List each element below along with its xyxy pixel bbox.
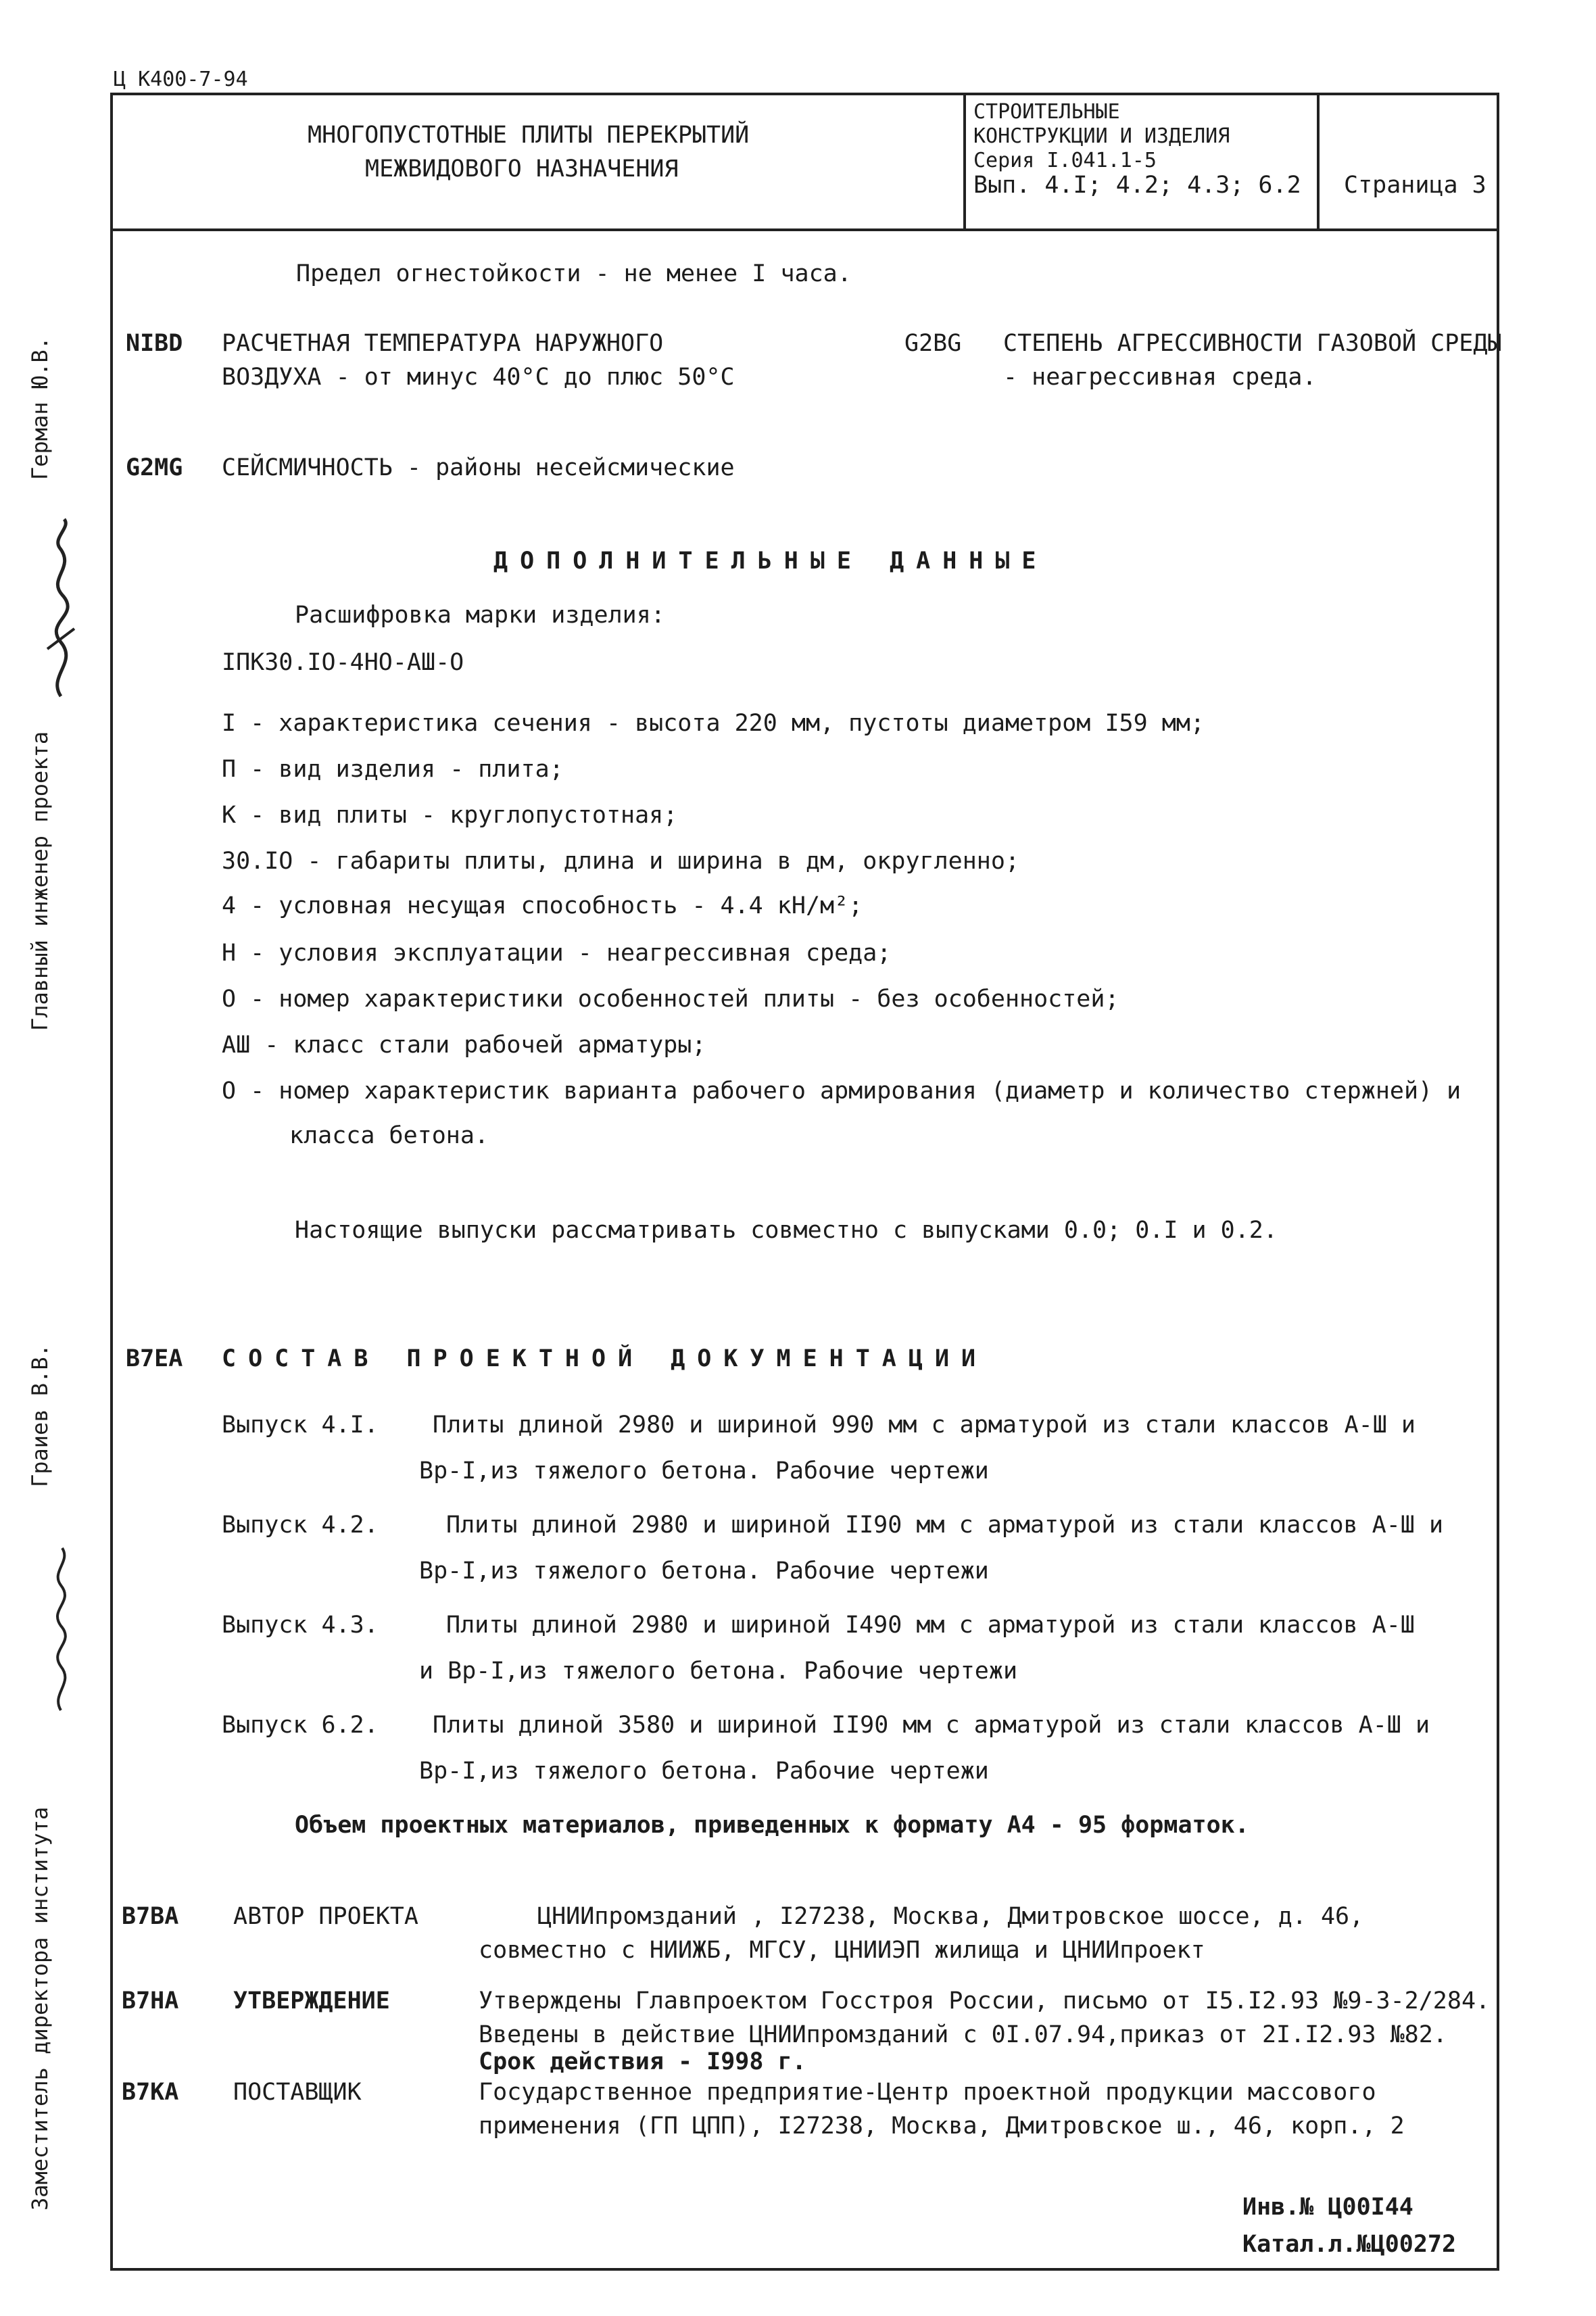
- document-code: Ц К400-7-94: [114, 68, 248, 91]
- decode-item: Н - условия эксплуатации - неагрессивная среда;: [222, 940, 892, 967]
- issue-text: Вр-I,из тяжелого бетона. Рабочие чертежи: [419, 1558, 989, 1585]
- issue-text: Плиты длиной 2980 и шириной 990 мм с арматурой из стали классов А-Ш и: [433, 1412, 1416, 1439]
- author-line2: совместно с НИИЖБ, МГСУ, ЦНИИЭП жилища и ЦНИИпроект: [479, 1937, 1205, 1964]
- composition-code: B7EA: [126, 1345, 183, 1372]
- gas-code: G2BG: [904, 330, 962, 357]
- temp-line2: ВОЗДУХА - от минус 40°С до плюс 50°С: [222, 364, 735, 391]
- approval-code: B7HA: [122, 1987, 179, 2015]
- issue-label: Выпуск 6.2.: [222, 1712, 379, 1739]
- issue-text: Плиты длиной 2980 и шириной I490 мм с арматурой из стали классов А-Ш: [446, 1612, 1415, 1639]
- decode-item: класса бетона.: [289, 1122, 489, 1149]
- decode-item: 30.IO - габариты плиты, длина и ширина в дм, округленно;: [222, 848, 1020, 875]
- decode-item: О - номер характеристик варианта рабочего армирования (диаметр и количество стержней) и: [222, 1078, 1461, 1105]
- deputy-director-caption: Заместитель директора института: [27, 1806, 53, 2211]
- seismic-text: СЕЙСМИЧНОСТЬ - районы несейсмические: [222, 454, 735, 481]
- gas-line1: СТЕПЕНЬ АГРЕССИВНОСТИ ГАЗОВОЙ СРЕДЫ: [1003, 330, 1502, 357]
- temp-code: NIBD: [126, 330, 183, 357]
- deputy-director-signature: [34, 1541, 88, 1717]
- chief-engineer-caption: Главный инженер проекта: [27, 731, 53, 1031]
- approval-line1: Утверждены Главпроектом Госстроя России, письмо от I5.I2.93 №9-3-2/284.: [479, 1987, 1491, 2015]
- approval-line3: Срок действия - I998 г.: [479, 2048, 806, 2075]
- header-divider: [110, 228, 1499, 231]
- issue-text: Плиты длиной 3580 и шириной II90 мм с арматурой из стали классов А-Ш и: [433, 1712, 1430, 1739]
- author-code: B7BA: [122, 1903, 179, 1930]
- decode-label: Расшифровка марки изделия:: [295, 602, 665, 629]
- approval-line2: Введены в действие ЦНИИпромзданий с 0I.07.94,приказ от 2I.I2.93 №82.: [479, 2021, 1447, 2048]
- gas-line2: - неагрессивная среда.: [1003, 364, 1317, 391]
- chief-engineer-signature: [34, 514, 88, 703]
- deputy-director-name: Граиев В.В.: [27, 1344, 53, 1487]
- header-divider-2: [1317, 93, 1320, 231]
- decode-item: 4 - условная несущая способность - 4.4 кН/м²;: [222, 892, 863, 919]
- issue-label: Выпуск 4.3.: [222, 1612, 379, 1639]
- issue-text: и Вр-I,из тяжелого бетона. Рабочие чертежи: [419, 1658, 1018, 1685]
- supplier-line1: Государственное предприятие-Центр проектной продукции массового: [479, 2079, 1376, 2106]
- additional-heading: ДОПОЛНИТЕЛЬНЫЕ ДАННЫЕ: [493, 548, 1048, 575]
- fire-resistance: Предел огнестойкости - не менее I часа.: [296, 260, 852, 287]
- decode-item: АШ - класс стали рабочей арматуры;: [222, 1032, 706, 1059]
- author-label: АВТОР ПРОЕКТА: [233, 1903, 418, 1930]
- composition-heading: СОСТАВ ПРОЕКТНОЙ ДОКУМЕНТАЦИИ: [222, 1345, 988, 1372]
- author-line1: ЦНИИпромзданий , I27238, Москва, Дмитровское шоссе, д. 46,: [537, 1903, 1364, 1930]
- temp-line1: РАСЧЕТНАЯ ТЕМПЕРАТУРА НАРУЖНОГО: [222, 330, 664, 357]
- decode-item: П - вид изделия - плита;: [222, 756, 564, 783]
- volume-text: Объем проектных материалов, приведенных к формату А4 - 95 форматок.: [295, 1812, 1249, 1839]
- issue-text: Вр-I,из тяжелого бетона. Рабочие чертежи: [419, 1758, 989, 1785]
- chief-engineer-name: Герман Ю.В.: [27, 337, 53, 480]
- decode-item: К - вид плиты - круглопустотная;: [222, 802, 678, 829]
- decode-item: О - номер характеристики особенностей плиты - без особенностей;: [222, 986, 1119, 1013]
- series-line2: КОНСТРУКЦИИ И ИЗДЕЛИЯ: [973, 124, 1230, 148]
- decode-item: I - характеристика сечения - высота 220 мм, пустоты диаметром I59 мм;: [222, 710, 1205, 737]
- issue-label: Выпуск 4.2.: [222, 1512, 379, 1539]
- seismic-code: G2MG: [126, 454, 183, 481]
- series-line1: СТРОИТЕЛЬНЫЕ: [973, 100, 1120, 124]
- header-title-line1: МНОГОПУСТОТНЫЕ ПЛИТЫ ПЕРЕКРЫТИЙ: [308, 122, 750, 149]
- inventory-number: Инв.№ Ц00I44: [1242, 2194, 1413, 2221]
- page-number-label: Страница 3: [1344, 172, 1486, 199]
- product-mark: IПК30.IO-4НО-АШ-О: [222, 649, 464, 676]
- series-line3: Серия I.041.1-5: [973, 149, 1157, 172]
- supplier-label: ПОСТАВЩИК: [233, 2079, 362, 2106]
- issue-text: Вр-I,из тяжелого бетона. Рабочие чертежи: [419, 1457, 989, 1485]
- series-line4: Вып. 4.I; 4.2; 4.3; 6.2: [973, 172, 1301, 199]
- header-divider-1: [963, 93, 966, 231]
- supplier-code: B7KA: [122, 2079, 179, 2106]
- issue-text: Плиты длиной 2980 и шириной II90 мм с арматурой из стали классов А-Ш и: [446, 1512, 1444, 1539]
- catalog-number: Катал.л.№Ц00272: [1242, 2231, 1457, 2258]
- supplier-line2: применения (ГП ЦПП), I27238, Москва, Дмитровское ш., 46, корп., 2: [479, 2113, 1405, 2140]
- approval-label: УТВЕРЖДЕНИЕ: [233, 1987, 390, 2015]
- issues-note: Настоящие выпуски рассматривать совместно с выпусками 0.0; 0.I и 0.2.: [295, 1217, 1278, 1244]
- issue-label: Выпуск 4.I.: [222, 1412, 379, 1439]
- header-title-line2: МЕЖВИДОВОГО НАЗНАЧЕНИЯ: [365, 155, 679, 183]
